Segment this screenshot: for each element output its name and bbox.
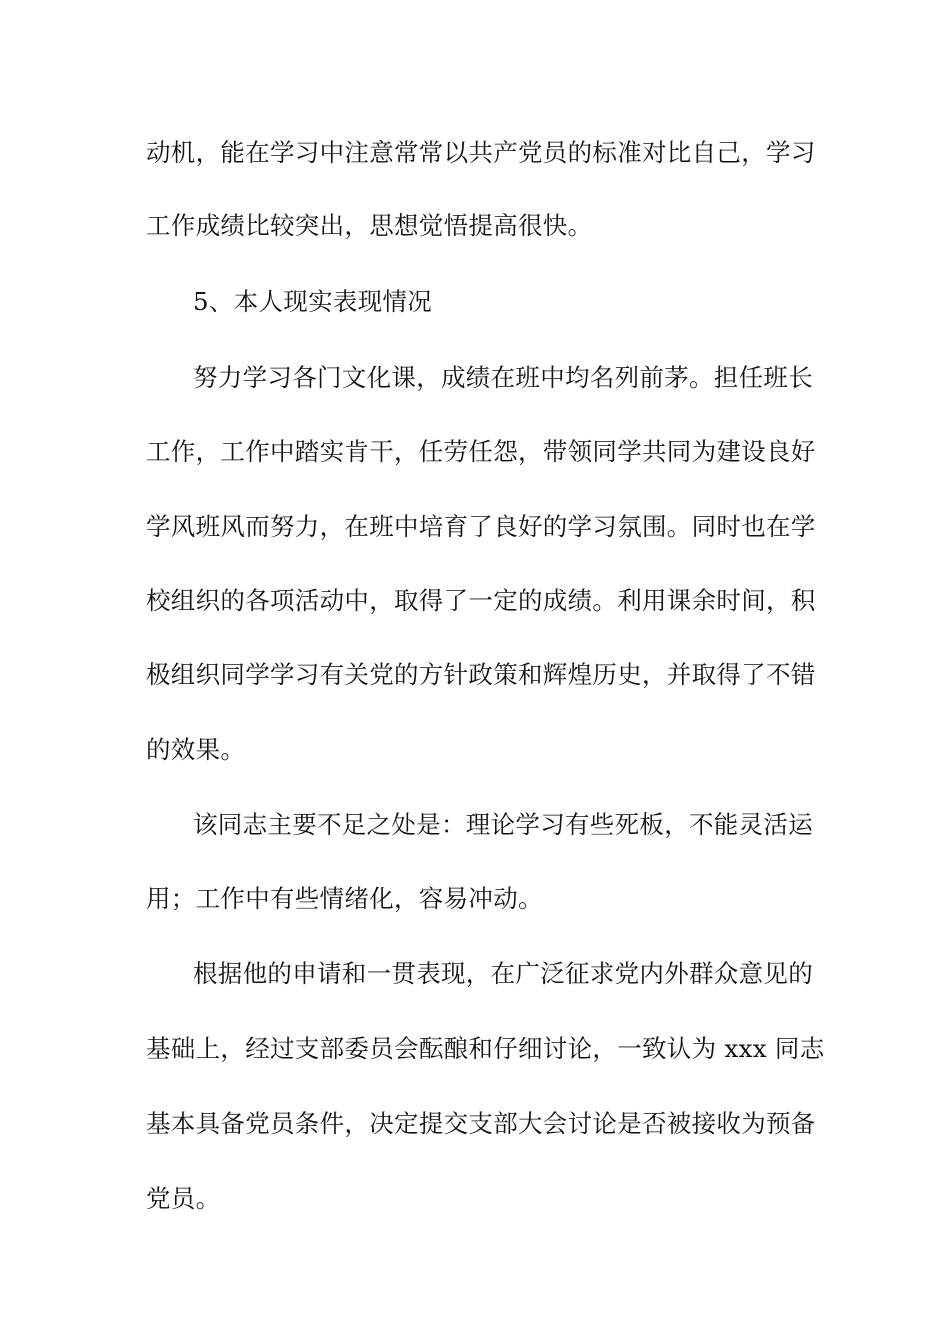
body-text-line: 动机，能在学习中注意常常以共产党员的标准对比自己，学习 — [146, 138, 816, 167]
body-text-line: 的效果。 — [146, 735, 246, 764]
body-text-line: 校组织的各项活动中，取得了一定的成绩。利用课余时间，积 — [146, 586, 816, 615]
body-text-line: 该同志主要不足之处是：理论学习有些死板，不能灵活运 — [193, 810, 813, 839]
body-text-line: 工作，工作中踏实肯干，任劳任怨，带领同学共同为建设良好 — [146, 437, 816, 466]
body-text-line: 基本具备党员条件，决定提交支部大会讨论是否被接收为预备 — [146, 1109, 816, 1138]
body-text-line: 努力学习各门文化课，成绩在班中均名列前茅。担任班长 — [193, 363, 813, 392]
body-text-line: 极组织同学学习有关党的方针政策和辉煌历史，并取得了不错 — [146, 660, 816, 689]
section-heading: 5、本人现实表现情况 — [193, 287, 433, 316]
body-text-line: 根据他的申请和一贯表现，在广泛征求党内外群众意见的 — [193, 959, 813, 988]
body-text-line: 用；工作中有些情绪化，容易冲动。 — [146, 884, 543, 913]
body-text-line: 学风班风而努力，在班中培育了良好的学习氛围。同时也在学 — [146, 512, 816, 541]
body-text-line: 党员。 — [146, 1184, 221, 1213]
body-text-line: 工作成绩比较突出，思想觉悟提高很快。 — [146, 211, 593, 240]
body-text-line: 基础上，经过支部委员会酝酿和仔细讨论，一致认为 xxx 同志 — [146, 1034, 825, 1063]
